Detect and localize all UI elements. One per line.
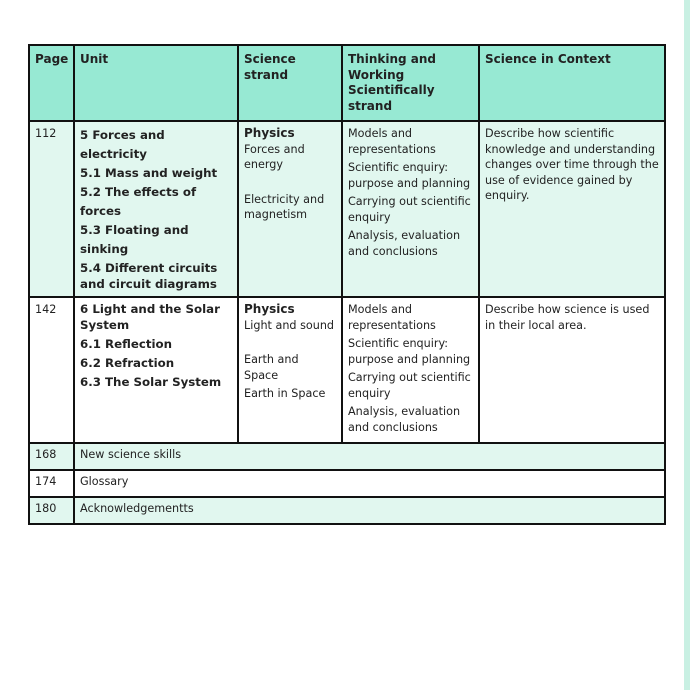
table-row [29,497,665,524]
unit-cell [74,121,238,297]
twss-item: Models and representations [348,303,436,332]
table-row [29,443,665,470]
strand-item: Electricity and magnetism [244,192,325,221]
twss-item: Analysis, evaluation and conclusions [348,405,461,434]
twss-item: Scientific enquiry: purpose and planning [348,161,471,190]
page-number: 142 [29,297,74,443]
context-cell: Describe how science is used in their local area. [479,297,665,443]
strand-item: Earth and Space [244,353,299,382]
twss-item: Models and representations [348,127,436,156]
unit-item: 5.3 Floating and sinking [80,223,189,256]
unit-item: 6.2 Refraction [80,356,175,370]
twss-item: Carrying out scientific enquiry [348,195,471,224]
unit-cell [74,297,238,443]
section-label: Acknowledgementts [74,497,665,524]
page-edge-stripe [684,0,690,690]
page-number: 174 [29,470,74,497]
unit-item: 5.1 Mass and weight [80,166,218,180]
unit-title: 6 Light and the Solar System [80,302,220,332]
table-row [29,121,665,297]
twss-item: Scientific enquiry: purpose and planning [348,337,471,366]
strand-item: Earth in Space [244,387,326,400]
twss-cell [342,121,479,297]
unit-item: 6.3 The Solar System [80,375,222,389]
twss-cell [342,297,479,443]
strand-cell [238,297,342,443]
table-row [29,470,665,497]
section-label: New science skills [74,443,665,470]
header-unit: Unit [74,45,238,121]
unit-item: 5.2 The effects of forces [80,185,197,218]
unit-title: 5 Forces and electricity [80,128,165,161]
table-row [29,297,665,443]
strand-item: Forces and energy [244,142,305,171]
strand-cell [238,121,342,297]
header-page: Page [29,45,74,121]
twss-item: Analysis, evaluation and conclusions [348,229,461,258]
contents-table [28,44,666,525]
unit-item: 5.4 Different circuits and circuit diagrams [80,261,218,291]
header-science-strand: Science strand [238,45,342,121]
header-context: Science in Context [479,45,665,121]
strand-item: Light and sound [244,318,335,332]
page-number: 112 [29,121,74,297]
unit-item: 6.1 Reflection [80,337,173,351]
header-twss: Thinking and Working Scientifically strand [342,45,479,121]
strand-title: Physics [244,126,295,140]
page-number: 180 [29,497,74,524]
strand-title: Physics [244,302,295,316]
context-cell: Describe how scientific knowledge and understanding changes over time through the use of evidence gained by enquiry. [479,121,665,297]
page-number: 168 [29,443,74,470]
header-row [29,45,665,121]
section-label: Glossary [74,470,665,497]
twss-item: Carrying out scientific enquiry [348,371,471,400]
